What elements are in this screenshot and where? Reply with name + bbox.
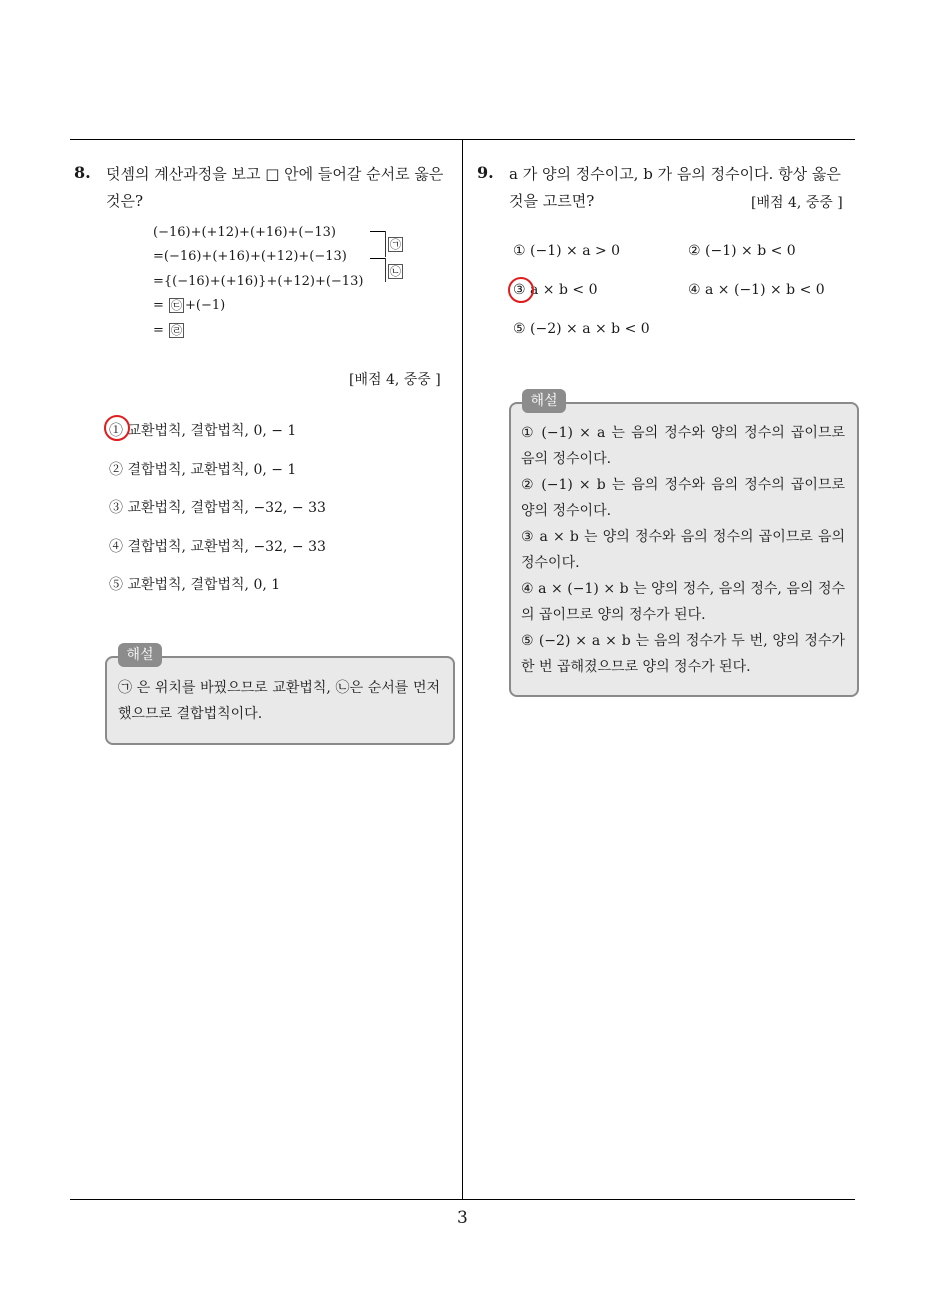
step-tick-a: [370, 231, 385, 232]
q9-choice-3[interactable]: ③ a × b < 0: [513, 282, 598, 298]
calc-line-2: =(−16)+(+16)+(+12)+(−13): [153, 249, 347, 264]
q8-choice-1[interactable]: ① 교환법칙, 결합법칙, 0, − 1: [109, 423, 297, 439]
q9-choice-5[interactable]: ⑤ (−2) × a × b < 0: [513, 321, 650, 337]
question-8-text-line2: 것은?: [106, 192, 144, 210]
q9-explanation-item-2: ② (−1) × b 는 음의 정수와 음의 정수의 곱이므로 양의 정수이다.: [521, 477, 845, 519]
step-marker-a: ㉠: [390, 238, 401, 251]
q9-choice-4[interactable]: ④ a × (−1) × b < 0: [688, 282, 825, 298]
q8-choice-5[interactable]: ⑤ 교환법칙, 결합법칙, 0, 1: [109, 577, 281, 593]
q8-choice-4[interactable]: ④ 결합법칙, 교환법칙, −32, − 33: [109, 539, 326, 555]
q9-explanation-list: [521, 420, 845, 680]
q9-explanation-item-4: ④ a × (−1) × b 는 양의 정수, 음의 정수, 음의 정수의 곱이므로 양의 정수가 된다.: [521, 581, 845, 623]
question-9-text-line1: a 가 양의 정수이고, b 가 음의 정수이다. 항상 옳은: [509, 165, 841, 183]
calc-line-4-prefix: =: [153, 298, 169, 313]
question-9-score: [배점 4, 중중 ]: [751, 195, 843, 211]
q8-explanation-tag: 해설: [118, 643, 162, 667]
bottom-rule: [70, 1199, 855, 1200]
calc-line-4: [153, 294, 225, 319]
q8-choice-3[interactable]: ③ 교환법칙, 결합법칙, −32, − 33: [109, 500, 326, 516]
q8-explanation-text: ㉠ 은 위치를 바꿨으므로 교환법칙, ㉡은 순서를 먼저 했으므로 결합법칙이다.: [118, 680, 440, 722]
question-9-text-line2: 것을 고르면?: [509, 192, 595, 210]
step-bracket-b: [385, 258, 386, 282]
calc-line-4-tail: +(−1): [185, 298, 226, 313]
calc-line-1: (−16)+(+12)+(+16)+(−13): [153, 225, 336, 240]
question-9-number: 9.: [477, 163, 494, 182]
question-8-number: 8.: [74, 163, 91, 182]
step-marker-b: ㉡: [390, 265, 401, 278]
answer-box-d: ㉣: [171, 324, 183, 337]
q8-choice-2[interactable]: ② 결합법칙, 교환법칙, 0, − 1: [109, 462, 297, 478]
q9-selected-answer-circle: [508, 277, 534, 303]
column-divider: [462, 139, 463, 1200]
q9-choice-2[interactable]: ② (−1) × b < 0: [688, 243, 796, 259]
q9-explanation-item-3: ③ a × b 는 양의 정수와 음의 정수의 곱이므로 음의 정수이다.: [521, 529, 845, 571]
calc-line-5-prefix: =: [153, 323, 169, 338]
question-8-score: [배점 4, 중중 ]: [349, 372, 441, 388]
question-8-text-line1: 덧셈의 계산과정을 보고 □ 안에 들어갈 순서로 옳은: [106, 165, 444, 183]
answer-box-c: ㉢: [171, 299, 183, 312]
q9-explanation-item-5: ⑤ (−2) × a × b 는 음의 정수가 두 번, 양의 정수가 한 번 곱해졌으므로 양의 정수가 된다.: [521, 633, 845, 675]
page-number: 3: [457, 1208, 468, 1228]
q8-selected-answer-circle: [104, 415, 130, 441]
q9-explanation-item-1: ① (−1) × a 는 음의 정수와 양의 정수의 곱이므로 음의 정수이다.: [521, 425, 845, 467]
q9-explanation-tag: 해설: [522, 389, 566, 413]
q9-choice-1[interactable]: ① (−1) × a > 0: [513, 243, 621, 259]
step-bracket-a: [385, 231, 386, 257]
step-tick-b: [370, 258, 385, 259]
calc-line-3: ={(−16)+(+16)}+(+12)+(−13): [153, 274, 364, 289]
calc-line-5: [153, 319, 185, 344]
